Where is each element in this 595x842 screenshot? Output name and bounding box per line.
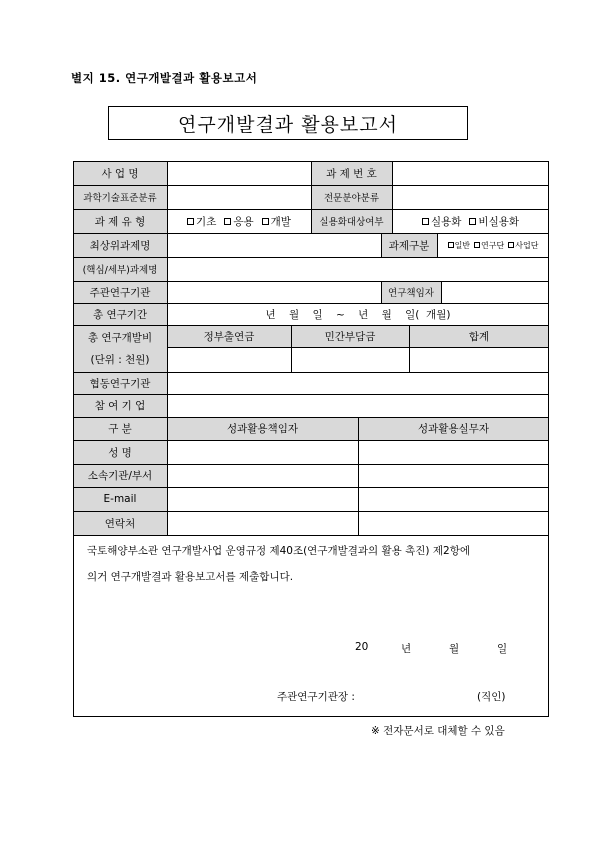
field-resp-email[interactable] bbox=[167, 487, 358, 511]
label-text: 성과활용실무자 bbox=[417, 423, 489, 435]
label-field-class bbox=[311, 185, 392, 209]
field-staff-affiliation[interactable] bbox=[358, 464, 549, 487]
date-prefix: 20 bbox=[355, 641, 369, 653]
label-total-cost bbox=[73, 325, 167, 372]
label-project-category bbox=[381, 233, 437, 257]
checkbox-development[interactable] bbox=[262, 214, 291, 229]
option-label: 연구단 bbox=[481, 240, 505, 250]
field-business-name[interactable] bbox=[167, 161, 311, 185]
checkbox-icon bbox=[508, 242, 514, 248]
label-category bbox=[73, 417, 167, 440]
field-resp-name[interactable] bbox=[167, 440, 358, 464]
label-lead-researcher bbox=[381, 281, 441, 303]
form-number-header: 별지 15. 연구개발결과 활용보고서 bbox=[71, 71, 258, 85]
field-gov-fund[interactable] bbox=[167, 347, 291, 372]
field-project-no[interactable] bbox=[392, 161, 549, 185]
checkbox-icon bbox=[224, 218, 231, 225]
project-type-options bbox=[167, 209, 311, 233]
practical-options bbox=[392, 209, 549, 233]
label-text: 실용화대상여부 bbox=[319, 217, 384, 228]
checkbox-non-practical[interactable] bbox=[469, 214, 519, 229]
header-gov-fund bbox=[167, 325, 291, 347]
signature-label: 주관연구기관장 : bbox=[277, 691, 355, 703]
checkbox-icon bbox=[187, 218, 194, 225]
checkbox-icon bbox=[422, 218, 429, 225]
checkbox-business-group[interactable] bbox=[508, 240, 538, 251]
label-text: 과 제 번 호 bbox=[326, 167, 377, 180]
option-label: 비실용화 bbox=[478, 215, 519, 228]
field-private-fund[interactable] bbox=[291, 347, 409, 372]
label-text: 협동연구기관 bbox=[89, 377, 151, 390]
header-staff bbox=[358, 417, 549, 440]
field-host-org[interactable] bbox=[167, 281, 381, 303]
checkbox-icon bbox=[262, 218, 269, 225]
label-contact bbox=[73, 511, 167, 535]
label-text: 총 연구개발비 bbox=[87, 331, 153, 344]
field-lead-researcher[interactable] bbox=[441, 281, 549, 303]
label-text: 소속기관/부서 bbox=[87, 470, 153, 482]
document-title bbox=[108, 106, 468, 140]
label-text: 사 업 명 bbox=[101, 167, 139, 180]
date-day: 일 bbox=[497, 643, 508, 655]
field-std-class[interactable] bbox=[167, 185, 311, 209]
label-text: 과제구분 bbox=[388, 239, 430, 252]
label-email bbox=[73, 487, 167, 511]
option-label: 사업단 bbox=[515, 240, 539, 250]
label-practical-target bbox=[311, 209, 392, 233]
label-text: 정부출연금 bbox=[203, 330, 255, 343]
label-std-class bbox=[73, 185, 167, 209]
label-text: 주관연구기관 bbox=[89, 286, 151, 299]
checkbox-general[interactable] bbox=[448, 240, 470, 251]
label-text: 합계 bbox=[468, 330, 490, 343]
field-resp-contact[interactable] bbox=[167, 511, 358, 535]
label-participant-org bbox=[73, 394, 167, 417]
footnote: ※ 전자문서로 대체할 수 있음 bbox=[371, 725, 505, 737]
field-staff-email[interactable] bbox=[358, 487, 549, 511]
label-text: 참 여 기 업 bbox=[94, 400, 146, 412]
label-name bbox=[73, 440, 167, 464]
field-staff-name[interactable] bbox=[358, 440, 549, 464]
label-project-type bbox=[73, 209, 167, 233]
seal-label: (직인) bbox=[477, 691, 506, 703]
option-label: 실용화 bbox=[430, 215, 462, 228]
label-host-org bbox=[73, 281, 167, 303]
checkbox-icon bbox=[448, 242, 454, 248]
label-top-project bbox=[73, 233, 167, 257]
document-title-text: 연구개발결과 활용보고서 bbox=[178, 113, 398, 136]
option-label: 기초 bbox=[196, 215, 217, 228]
option-label: 개발 bbox=[270, 215, 291, 228]
label-text: (핵심/세부)과제명 bbox=[82, 265, 158, 276]
unit-text: (단위 : 천원) bbox=[90, 353, 150, 366]
date-month: 월 bbox=[449, 643, 460, 655]
field-resp-affiliation[interactable] bbox=[167, 464, 358, 487]
field-sum[interactable] bbox=[409, 347, 549, 372]
label-business-name bbox=[73, 161, 167, 185]
checkbox-icon bbox=[469, 218, 476, 225]
option-label: 일반 bbox=[454, 240, 471, 250]
header-private-fund bbox=[291, 325, 409, 347]
period-text: 년 월 일 ~ 년 월 일( 개월) bbox=[265, 308, 451, 321]
project-category-options bbox=[437, 233, 549, 257]
label-affiliation bbox=[73, 464, 167, 487]
option-label: 응용 bbox=[233, 215, 254, 228]
label-text: 연락처 bbox=[104, 517, 136, 530]
label-text: 성과활용책임자 bbox=[226, 423, 298, 435]
label-text: 전문분야분류 bbox=[323, 193, 380, 204]
header-resp-person bbox=[167, 417, 358, 440]
label-text: E-mail bbox=[103, 493, 137, 505]
label-text: 총 연구기간 bbox=[92, 308, 148, 321]
label-text: 과학기술표준분류 bbox=[83, 193, 157, 204]
field-participant-org[interactable] bbox=[167, 394, 549, 417]
label-text: 구 분 bbox=[108, 423, 132, 435]
field-field-class[interactable] bbox=[392, 185, 549, 209]
field-detail-project[interactable] bbox=[167, 257, 549, 281]
field-coop-org[interactable] bbox=[167, 372, 549, 394]
checkbox-practical[interactable] bbox=[422, 214, 461, 229]
label-text: 민간부담금 bbox=[324, 330, 376, 343]
label-total-period bbox=[73, 303, 167, 325]
checkbox-applied[interactable] bbox=[224, 214, 253, 229]
field-top-project[interactable] bbox=[167, 233, 381, 257]
field-total-period[interactable] bbox=[167, 303, 549, 325]
label-text: 성 명 bbox=[108, 446, 132, 459]
date-year: 년 bbox=[401, 643, 412, 655]
label-detail-project bbox=[73, 257, 167, 281]
statement-line-2: 의거 연구개발결과 활용보고서를 제출합니다. bbox=[87, 571, 294, 583]
header-sum bbox=[409, 325, 549, 347]
checkbox-icon bbox=[474, 242, 480, 248]
report-form-table bbox=[73, 161, 549, 717]
label-text: 과 제 유 형 bbox=[94, 215, 146, 228]
label-text: 최상위과제명 bbox=[89, 239, 151, 252]
checkbox-basic[interactable] bbox=[187, 214, 216, 229]
checkbox-research-group[interactable] bbox=[474, 240, 504, 251]
label-coop-org bbox=[73, 372, 167, 394]
label-text: 연구책임자 bbox=[388, 288, 434, 299]
field-staff-contact[interactable] bbox=[358, 511, 549, 535]
statement-line-1: 국토해양부소관 연구개발사업 운영규정 제40조(연구개발결과의 활용 촉진) 제2항에 bbox=[87, 545, 470, 557]
label-project-no bbox=[311, 161, 392, 185]
